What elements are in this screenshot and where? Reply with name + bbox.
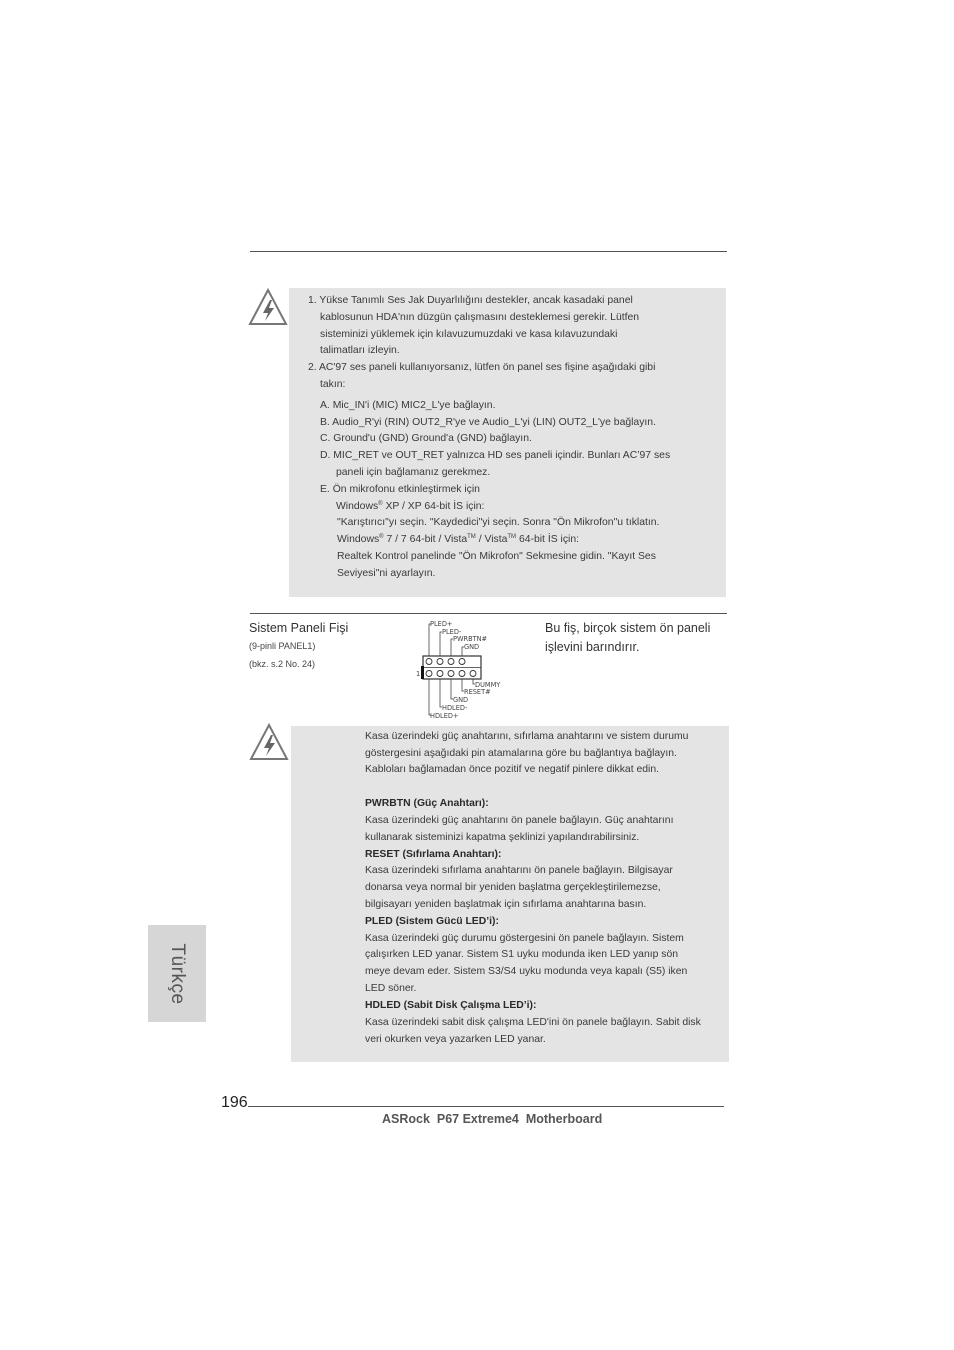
note2-heading-reset: RESET (Sıfırlama Anahtarı): <box>365 849 502 860</box>
note2-line-pled-2: çalışırken LED yanar. Sistem S1 uyku modunda iken LED yanıp sön <box>365 949 679 960</box>
note1-line-win7: Windows® 7 / 7 64-bit / Vista™ / Vista™ 64-bit İS için: <box>337 534 580 545</box>
footer-rule <box>248 1106 724 1107</box>
note1-line-1: 1. Yükse Tanımlı Ses Jak Duyarlılığını destekler, ancak kasadaki panel <box>308 295 633 306</box>
note2-line-reset-2: donarsa veya normal bir yeniden başlatma gerçekleştirilemezse, <box>365 882 661 893</box>
note2-line-pled-1: Kasa üzerindeki güç durumu göstergesini ön panele bağlayın. Sistem <box>365 933 684 944</box>
note1-line-5: 2. AC'97 ses paneli kullanıyorsanız, lütfen ön panel ses fişine aşağıdaki gibi <box>308 362 656 373</box>
pin-label-pled-plus: PLED+ <box>430 620 453 628</box>
note2-line-pwrbtn-2: kullanarak sisteminizi kapatma şeklinizi yapılandırabilirsiniz. <box>365 832 640 843</box>
note2-heading-hdled: HDLED (Sabit Disk Çalışma LED’i): <box>365 1000 537 1011</box>
pin-label-gnd-top: GND <box>464 643 480 651</box>
note2-line-pled-4: LED söner. <box>365 983 417 994</box>
warning-icon <box>249 723 289 763</box>
note2-line-reset-1: Kasa üzerindeki sıfırlama anahtarını ön panele bağlayın. Bilgisayar <box>365 865 673 876</box>
note1-line-b: B. Audio_R'yi (RIN) OUT2_R'ye ve Audio_L'yi (LIN) OUT2_L'ye bağlayın. <box>320 417 656 428</box>
note2-line-pled-3: meye devam eder. Sistem S3/S4 uyku modunda veya kapalı (S5) iken <box>365 966 688 977</box>
pin-label-reset: RESET# <box>464 688 491 696</box>
note2-line-2: göstergesini aşağıdaki pin atamalarına göre bu bağlantıya bağlayın. <box>365 748 677 759</box>
note1-line-3: sisteminizi yüklemek için kılavuzumuzdaki ve kasa kılavuzundaki <box>320 329 618 340</box>
pin-label-gnd-bottom: GND <box>453 696 469 704</box>
section-rule <box>250 613 727 614</box>
note2-line-pwrbtn-1: Kasa üzerindeki güç anahtarını ön panele bağlayın. Güç anahtarını <box>365 815 674 826</box>
footer-product-name: ASRock P67 Extreme4 Motherboard <box>382 1112 603 1126</box>
system-panel-description-1: Bu fiş, birçok sistem ön paneli <box>545 621 711 635</box>
system-panel-title: Sistem Paneli Fişi <box>249 621 349 635</box>
note1-line-4: talimatları izleyin. <box>320 345 400 356</box>
note1-line-mixer: "Karıştırıcı"yı seçin. "Kaydedici"yi seçin. Sonra "Ön Mikrofon"u tıklatın. <box>337 517 660 528</box>
system-panel-description-2: işlevini barındırır. <box>545 640 640 654</box>
pin-label-pwrbtn: PWRBTN# <box>453 635 488 643</box>
note2-line-1: Kasa üzerindeki güç anahtarını, sıfırlama anahtarını ve sistem durumu <box>365 731 689 742</box>
note1-line-d2: paneli için bağlamanız gerekmez. <box>336 467 491 478</box>
pin-label-hdled-minus: HDLED- <box>442 704 468 712</box>
note1-line-realtek-2: Seviyesi"ni ayarlayın. <box>337 568 436 579</box>
language-tab <box>148 925 206 1022</box>
top-rule <box>250 251 727 252</box>
page-number: 196 <box>221 1094 248 1111</box>
note1-line-a: A. Mic_IN'i (MIC) MIC2_L'ye bağlayın. <box>320 400 496 411</box>
system-panel-reference: (bkz. s.2 No. 24) <box>249 659 316 669</box>
note1-line-winxp: Windows® XP / XP 64-bit İS için: <box>336 501 485 512</box>
note2-heading-pled: PLED (Sistem Gücü LED’i): <box>365 916 499 927</box>
note1-line-2: kablosunun HDA'nın düzgün çalışmasını desteklemesi gerekir. Lütfen <box>320 312 640 323</box>
pin-1-label: 1 <box>416 670 421 678</box>
note2-heading-pwrbtn: PWRBTN (Güç Anahtarı): <box>365 798 489 809</box>
language-tab-label: Türkçe <box>167 942 188 1005</box>
note1-line-c: C. Ground'u (GND) Ground'a (GND) bağlayın. <box>320 433 532 444</box>
note1-line-e: E. Ön mikrofonu etkinleştirmek için <box>320 484 480 495</box>
note2-line-3: Kabloları bağlamadan önce pozitif ve negatif pinlere dikkat edin. <box>365 764 660 775</box>
note2-line-hdled-1: Kasa üzerindeki sabit disk çalışma LED'ini ön panele bağlayın. Sabit disk <box>365 1017 701 1028</box>
note1-line-d1: D. MIC_RET ve OUT_RET yalnızca HD ses paneli içindir. Bunları AC’97 ses <box>320 450 671 461</box>
note2-line-hdled-2: veri okurken veya yazarken LED yanar. <box>365 1034 546 1045</box>
note2-line-reset-3: bilgisayarı yeniden başlatmak için sıfırlama anahtarına basın. <box>365 899 647 910</box>
warning-icon <box>248 288 288 328</box>
note1-line-6: takın: <box>320 379 346 390</box>
panel-header-diagram <box>415 618 507 722</box>
pin-label-hdled-plus: HDLED+ <box>430 712 459 720</box>
pin-label-pled-minus: PLED- <box>442 628 462 636</box>
pin-label-dummy: DUMMY <box>475 681 501 689</box>
note1-line-realtek-1: Realtek Kontrol panelinde "Ön Mikrofon" Sekmesine gidin. "Kayıt Ses <box>337 551 656 562</box>
system-panel-pin-count: (9-pinli PANEL1) <box>249 641 316 651</box>
